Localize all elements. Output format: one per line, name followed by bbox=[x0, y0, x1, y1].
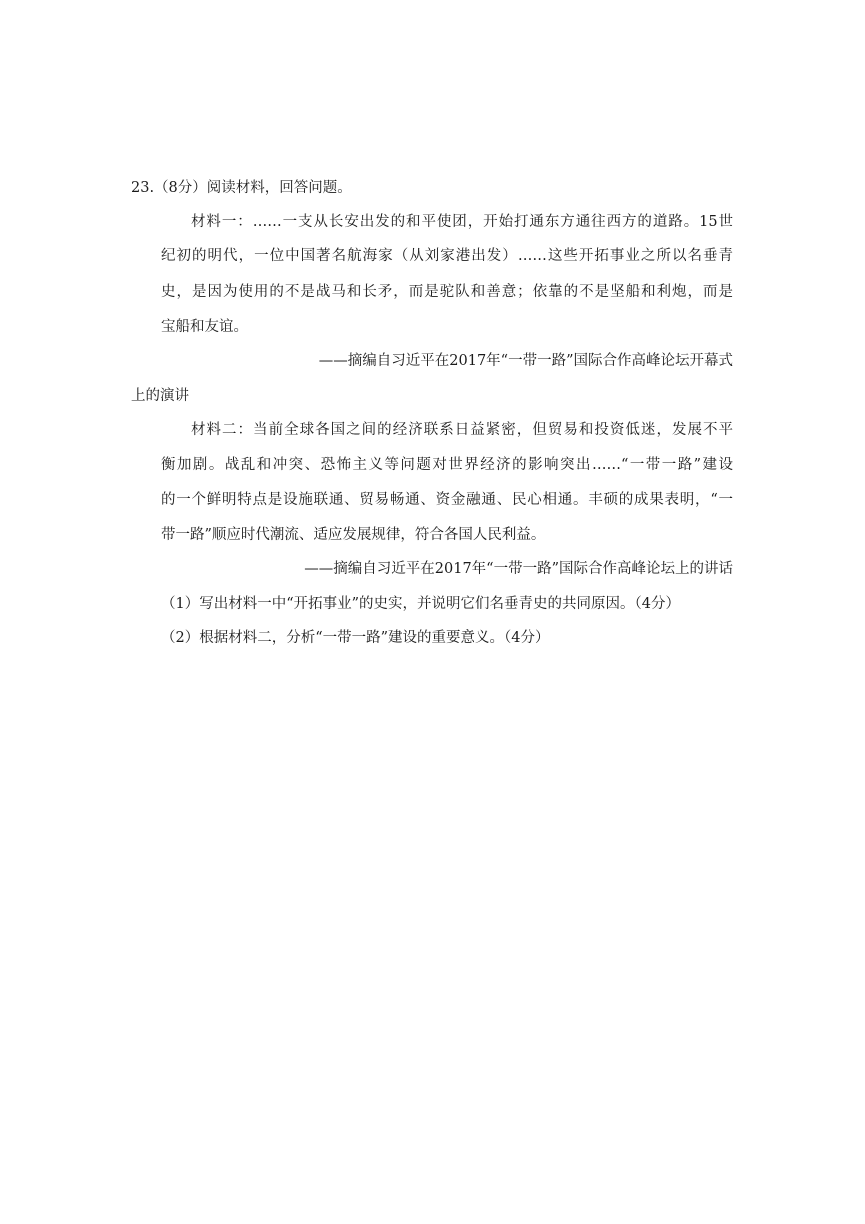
material1-line: 纪初的明代，一位中国著名航海家（从刘家港出发）……这些开拓事业之所以名垂青 bbox=[161, 248, 733, 264]
material2-line: 带一路”顺应时代潮流、适应发展规律，符合各国人民利益。 bbox=[161, 527, 546, 543]
material1-line: 材料一：……一支从长安出发的和平使团，开始打通东方通往西方的道路。15世 bbox=[191, 214, 733, 230]
sub-question-2: （2）根据材料二，分析“一带一路”建设的重要意义。（4分） bbox=[161, 630, 550, 646]
sub-question-1: （1）写出材料一中“开拓事业”的史实，并说明它们名垂青史的共同原因。（4分） bbox=[161, 596, 681, 612]
question-header: 23.（8分）阅读材料，回答问题。 bbox=[131, 180, 352, 196]
material1-source-continued: 上的演讲 bbox=[131, 388, 189, 404]
material2-line: 衡加剧。战乱和冲突、恐怖主义等问题对世界经济的影响突出……“一带一路”建设 bbox=[161, 457, 733, 473]
material1-line: 史，是因为使用的不是战马和长矛，而是驼队和善意；依靠的不是坚船和利炮，而是 bbox=[161, 284, 733, 300]
material2-source: ——摘编自习近平在2017年“一带一路”国际合作高峰论坛上的讲话 bbox=[304, 561, 733, 577]
material2-line: 的一个鲜明特点是设施联通、贸易畅通、资金融通、民心相通。丰硕的成果表明，“一 bbox=[161, 492, 733, 508]
material1-line: 宝船和友谊。 bbox=[161, 319, 248, 335]
material1-source: ——摘编自习近平在2017年“一带一路”国际合作高峰论坛开幕式 bbox=[318, 353, 733, 369]
material2-line: 材料二：当前全球各国之间的经济联系日益紧密，但贸易和投资低迷，发展不平 bbox=[191, 422, 733, 438]
